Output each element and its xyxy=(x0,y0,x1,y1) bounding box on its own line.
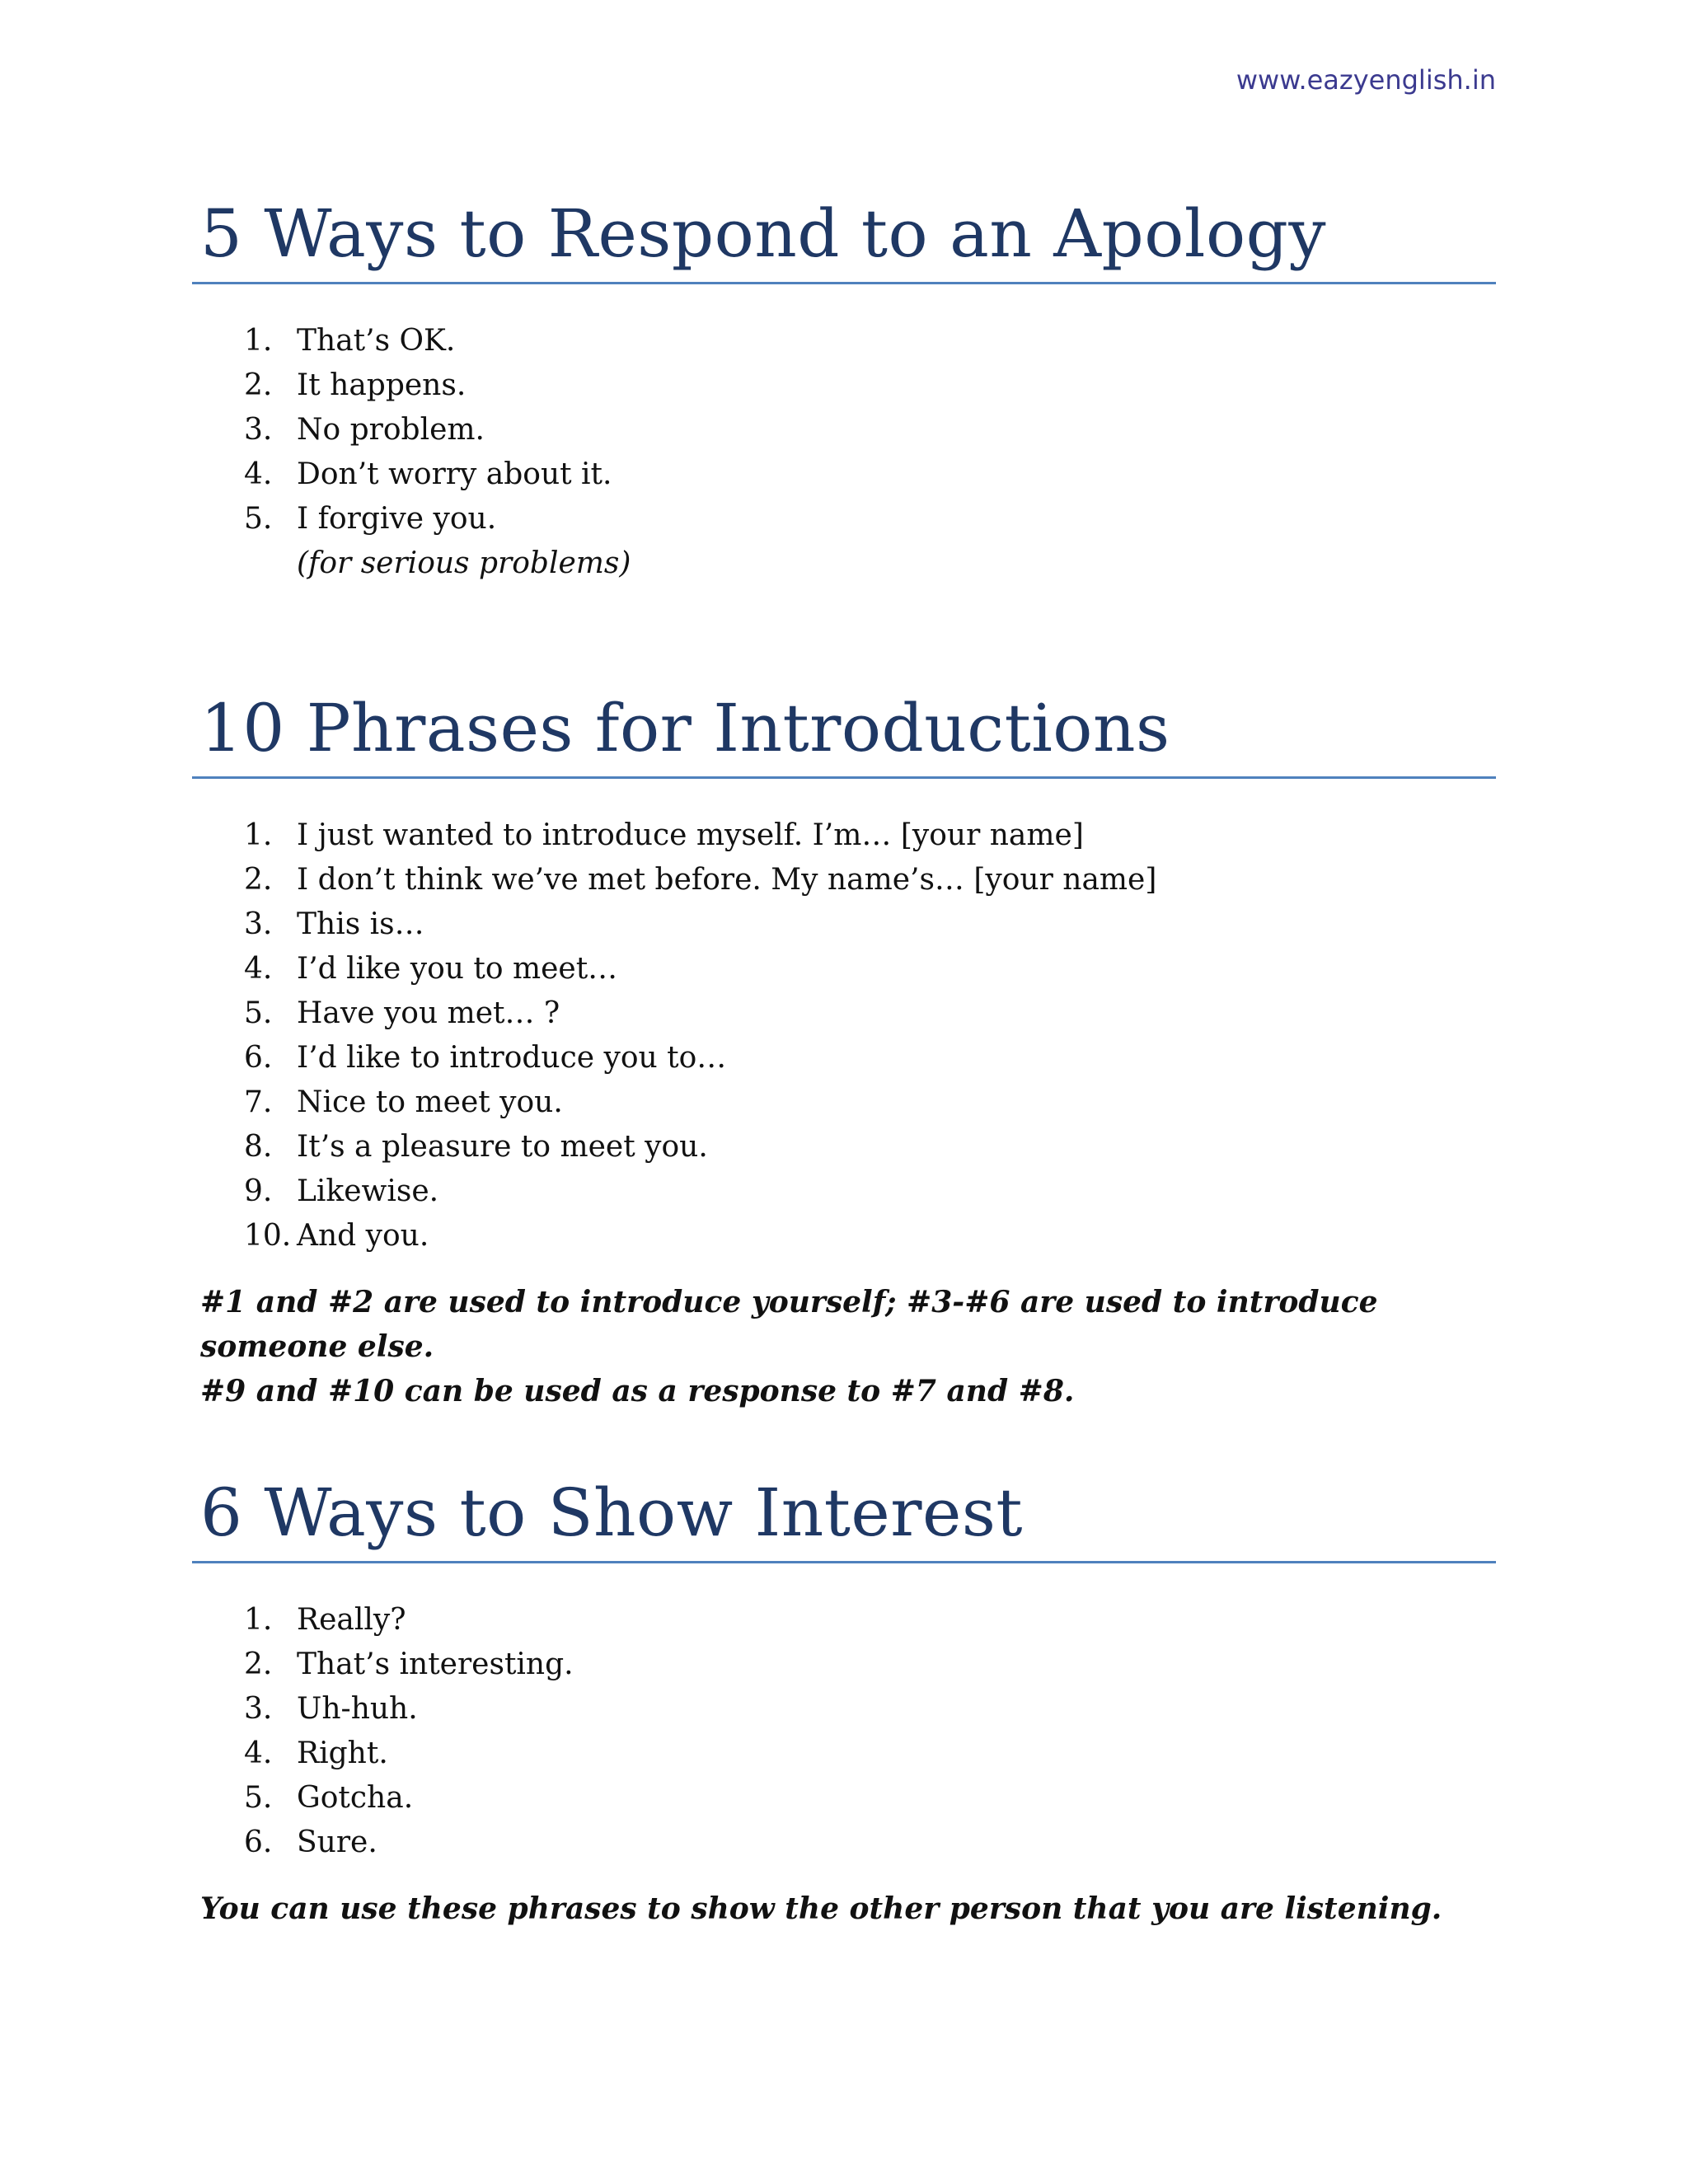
item-text: I’d like to introduce you to… xyxy=(297,1041,727,1075)
item-number: 1. xyxy=(244,818,273,852)
item-number: 5. xyxy=(244,1781,273,1815)
item-number: 5. xyxy=(244,996,273,1030)
section-introductions xyxy=(192,691,1496,1413)
list-item xyxy=(192,1598,1496,1643)
section-apology-responses xyxy=(192,196,1496,586)
item-text: Uh-huh. xyxy=(297,1692,418,1726)
item-text: That’s interesting. xyxy=(297,1647,574,1681)
item-number: 3. xyxy=(244,1692,273,1726)
site-url[interactable]: www.eazyenglish.in xyxy=(1236,64,1496,96)
list-item xyxy=(192,813,1496,858)
list-item xyxy=(192,858,1496,902)
list-item xyxy=(192,1125,1496,1169)
item-number: 4. xyxy=(244,457,273,491)
item-text: Right. xyxy=(297,1736,388,1770)
item-note: (for serious problems) xyxy=(297,546,631,580)
item-number: 10. xyxy=(244,1219,292,1253)
item-number: 4. xyxy=(244,1736,273,1770)
note-line: You can use these phrases to show the other person that you are listening. xyxy=(200,1891,1442,1926)
item-number: 1. xyxy=(244,1603,273,1637)
item-number: 6. xyxy=(244,1041,273,1075)
list-item xyxy=(192,1732,1496,1776)
list-item xyxy=(192,902,1496,947)
section-show-interest xyxy=(192,1475,1496,1931)
item-text: I forgive you. xyxy=(297,502,497,536)
list-item xyxy=(192,947,1496,991)
apology-response-list xyxy=(192,319,1496,541)
item-text: Likewise. xyxy=(297,1174,439,1208)
item-text: Sure. xyxy=(297,1825,377,1859)
list-item xyxy=(192,1776,1496,1821)
item-number: 3. xyxy=(244,413,273,447)
item-text: Don’t worry about it. xyxy=(297,457,612,491)
item-text: And you. xyxy=(297,1219,429,1253)
item-text: I don’t think we’ve met before. My name’s… [your name] xyxy=(297,863,1157,897)
item-text: Nice to meet you. xyxy=(297,1085,563,1119)
item-number: 8. xyxy=(244,1130,273,1164)
item-text: Really? xyxy=(297,1603,406,1637)
section-title: 10 Phrases for Introductions xyxy=(192,691,1496,779)
note-line: #9 and #10 can be used as a response to #7 and #8. xyxy=(200,1374,1075,1408)
item-text: I just wanted to introduce myself. I’m… [your name] xyxy=(297,818,1084,852)
item-text: Have you met… ? xyxy=(297,996,560,1030)
item-text: That’s OK. xyxy=(297,324,456,358)
list-item xyxy=(192,1214,1496,1258)
item-text: This is… xyxy=(297,907,424,941)
item-number: 1. xyxy=(244,324,273,358)
list-item xyxy=(192,363,1496,408)
list-item xyxy=(192,1036,1496,1080)
item-number: 9. xyxy=(244,1174,273,1208)
item-number: 2. xyxy=(244,368,273,402)
list-item xyxy=(192,1080,1496,1125)
item-text: It’s a pleasure to meet you. xyxy=(297,1130,708,1164)
list-item xyxy=(192,991,1496,1036)
item-number: 2. xyxy=(244,1647,273,1681)
section-title: 6 Ways to Show Interest xyxy=(192,1475,1496,1563)
section-note xyxy=(192,1280,1496,1413)
item-text: It happens. xyxy=(297,368,467,402)
list-item xyxy=(192,1643,1496,1687)
item-text: No problem. xyxy=(297,413,485,447)
list-item xyxy=(192,452,1496,497)
introduction-phrase-list xyxy=(192,813,1496,1258)
list-item xyxy=(192,1687,1496,1732)
item-number: 5. xyxy=(244,502,273,536)
item-number: 4. xyxy=(244,952,273,986)
list-item xyxy=(192,1169,1496,1214)
item-number: 3. xyxy=(244,907,273,941)
note-line: #1 and #2 are used to introduce yourself; #3-#6 are used to introduce someone else. xyxy=(200,1285,1378,1364)
interest-phrase-list xyxy=(192,1598,1496,1865)
section-title: 5 Ways to Respond to an Apology xyxy=(192,196,1496,284)
item-text: Gotcha. xyxy=(297,1781,414,1815)
list-item xyxy=(192,408,1496,452)
list-item xyxy=(192,497,1496,541)
item-text: I’d like you to meet… xyxy=(297,952,618,986)
list-item xyxy=(192,1821,1496,1865)
list-item xyxy=(192,319,1496,363)
item-number: 2. xyxy=(244,863,273,897)
item-number: 6. xyxy=(244,1825,273,1859)
section-note xyxy=(192,1886,1496,1931)
item-number: 7. xyxy=(244,1085,273,1119)
